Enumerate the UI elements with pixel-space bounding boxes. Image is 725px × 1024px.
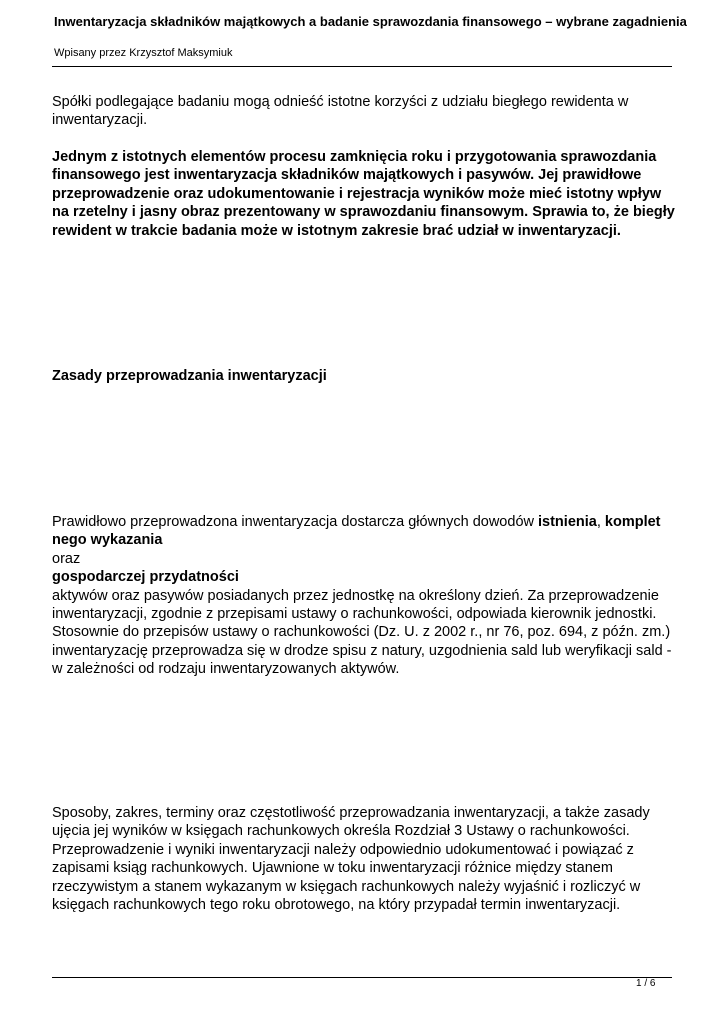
p3-bold-completeness-b: nego wykazania (52, 532, 163, 549)
footer-divider (52, 977, 672, 978)
author-line: Wpisany przez Krzysztof Maksymiuk (54, 47, 233, 59)
intro-paragraph: Spółki podlegające badaniu mogą odnieść istotne korzyści z udziału biegłego rewidenta w inwentaryzacji. (52, 94, 629, 129)
section-heading: Zasady przeprowadzania inwentaryzacji (52, 368, 327, 384)
p3-oraz: oraz (52, 550, 81, 567)
body-paragraph-methods: Sposoby, zakres, terminy oraz częstotliwość przeprowadzania inwentaryzacji, a także zasady ujęcia jej wyników w księgach rachunkowych określa Rozdział 3 Ustawy o rachunkowości. Przeprowadzenie i wyniki inwentaryzacji należy odpowiednio udokumentować i powiązać z zapisami ksiąg rachunkowych. Ujawnione w toku inwentaryzacji różnice między stanem rzeczywistym a stanem wykazanym w księgach rachunkowych należy wyjaśnić i rozliczyć w księgach rachunkowych tego roku obrotowego, na który przypadał termin inwentaryzacji. (52, 805, 650, 914)
p3-bold-existence: istnienia (538, 514, 597, 530)
body-paragraph-evidence (52, 513, 677, 679)
lead-paragraph: Jednym z istotnych elementów procesu zamknięcia roku i przygotowania sprawozdania finansowego jest inwentaryzacja składników majątkowych i pasywów. Jej prawidłowe przeprowadzenie oraz udokumentowanie i rejestracja wyników może mieć istotny wpływ na rzetelny i jasny obraz prezentowany w sprawozdaniu finansowym. Sprawia to, że biegły rewident w trakcie badania może w istotnym zakresie brać udział w inwentaryzacji. (52, 149, 675, 239)
p3-text: Prawidłowo przeprowadzona inwentaryzacja dostarcza głównych dowodów (52, 514, 539, 530)
p3-rest: aktywów oraz pasywów posiadanych przez jednostkę na określony dzień. Za przeprowadzenie inwentaryzacji, zgodnie z przepisami ustawy o rachunkowości, odpowiada kierownik jednostki. Stosownie do przepisów ustawy o rachunkowości (Dz. U. z 2002 r., nr 76, poz. 694, z późn. zm.) inwentaryzację przeprowadza się w drodze spisu z natury, uzgodnienia sald lub weryfikacji sald - w zależności od rodzaju inwentaryzowanych aktywów. (52, 587, 672, 678)
p3-bold-completeness-a: komplet (604, 514, 661, 530)
header-divider (52, 66, 672, 67)
p3-separator: , (596, 514, 605, 530)
p3-bold-usefulness: gospodarczej przydatności (52, 569, 239, 586)
page-number: 1 / 6 (636, 978, 656, 989)
page-header-title: Inwentaryzacja składników majątkowych a badanie sprawozdania finansowego – wybrane zagadnienia (54, 14, 687, 29)
